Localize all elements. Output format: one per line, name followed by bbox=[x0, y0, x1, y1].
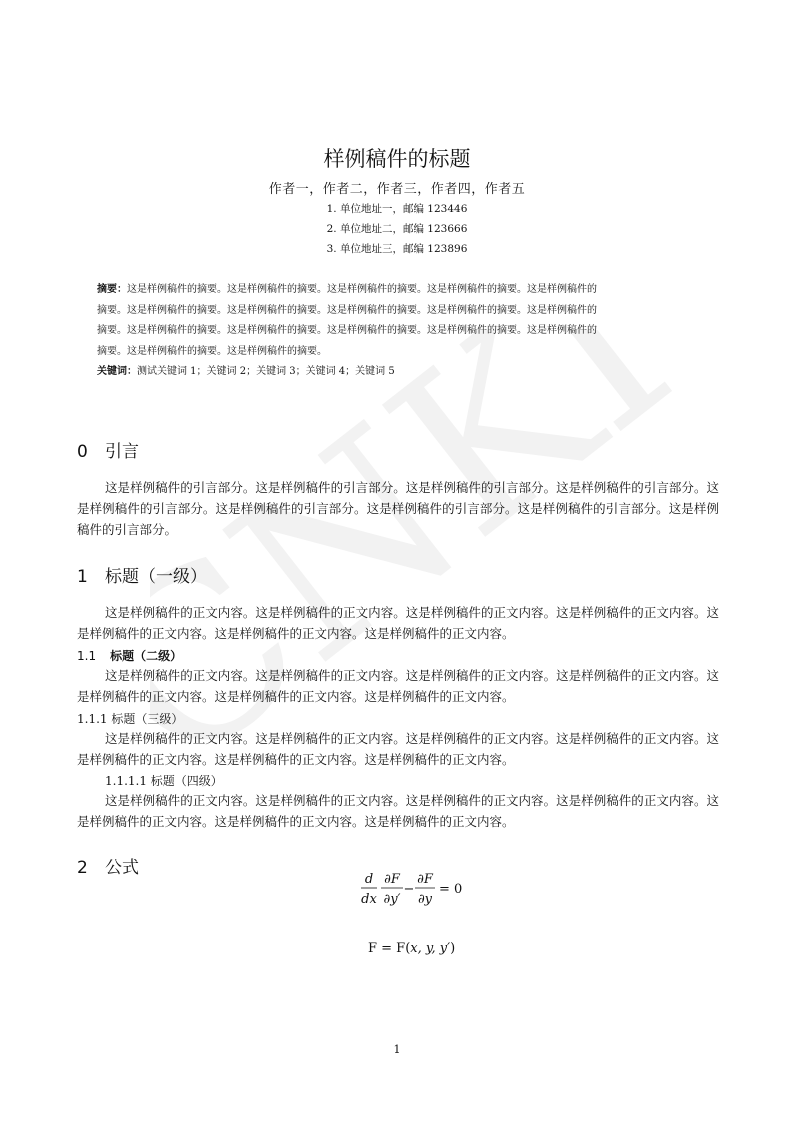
subsection-number: 1.1 bbox=[77, 649, 97, 663]
paper-title: 样例稿件的标题 bbox=[323, 147, 471, 171]
minus-sign: − bbox=[403, 882, 415, 897]
intro-paragraph: 这是样例稿件的引言部分。这是样例稿件的引言部分。这是样例稿件的引言部分。这是样例稿件的引言部分。这是样例稿件的引言部分。这是样例稿件的引言部分。这是样例稿件的引言部分。这是样例稿件的引言部分。这是样例稿件的引言部分。 bbox=[77, 480, 719, 537]
body-paragraph-1: 这是样例稿件的正文内容。这是样例稿件的正文内容。这是样例稿件的正文内容。这是样例稿件的正文内容。这是样例稿件的正文内容。这是样例稿件的正文内容。这是样例稿件的正文内容。 bbox=[77, 605, 719, 641]
body-paragraph-4: 这是样例稿件的正文内容。这是样例稿件的正文内容。这是样例稿件的正文内容。这是样例稿件的正文内容。这是样例稿件的正文内容。这是样例稿件的正文内容。这是样例稿件的正文内容。 bbox=[77, 793, 719, 829]
level4-heading: 1.1.1.1 标题（四级） bbox=[105, 774, 223, 788]
frac1-numerator: d bbox=[364, 872, 374, 887]
keywords: 测试关键词 1；关键词 2；关键词 3；关键词 4；关键词 5 bbox=[137, 366, 395, 377]
watermark-text: CNKI bbox=[150, 330, 710, 750]
subsection-heading-1-1 bbox=[77, 647, 182, 664]
frac3-denominator: ∂y bbox=[417, 892, 433, 907]
affiliation-1: 1. 单位地址一，邮编 123446 bbox=[326, 203, 468, 215]
section-number: 1 bbox=[77, 567, 88, 587]
keywords-line bbox=[97, 362, 707, 383]
equation2: F = F(x, y, y′) bbox=[368, 941, 456, 956]
section-number: 2 bbox=[77, 858, 88, 878]
subsubsection-heading: 1.1.1 标题（三级） bbox=[77, 712, 184, 726]
abstract-line: 摘要。这是样例稿件的摘要。这是样例稿件的摘要。 bbox=[97, 345, 327, 357]
section-title: 公式 bbox=[105, 858, 139, 878]
abstract-label: 摘要： bbox=[97, 284, 127, 295]
author-list: 作者一，作者二，作者三，作者四，作者五 bbox=[268, 182, 526, 197]
section-title: 引言 bbox=[105, 442, 139, 462]
section-heading-0 bbox=[77, 437, 139, 462]
body-paragraph-2: 这是样例稿件的正文内容。这是样例稿件的正文内容。这是样例稿件的正文内容。这是样例稿件的正文内容。这是样例稿件的正文内容。这是样例稿件的正文内容。这是样例稿件的正文内容。 bbox=[77, 668, 719, 704]
affiliation-3: 3. 单位地址三，邮编 123896 bbox=[326, 243, 468, 255]
abstract-line: 摘要：这是样例稿件的摘要。这是样例稿件的摘要。这是样例稿件的摘要。这是样例稿件的摘要。这是样例稿件的 bbox=[97, 284, 597, 295]
equation-rhs: = 0 bbox=[439, 882, 463, 897]
abstract-block bbox=[97, 280, 707, 383]
frac2-denominator: ∂y′ bbox=[383, 892, 401, 907]
body-paragraph-3: 这是样例稿件的正文内容。这是样例稿件的正文内容。这是样例稿件的正文内容。这是样例稿件的正文内容。这是样例稿件的正文内容。这是样例稿件的正文内容。这是样例稿件的正文内容。 bbox=[77, 731, 719, 767]
frac3-numerator: ∂F bbox=[417, 872, 433, 887]
page-number: 1 bbox=[393, 1043, 401, 1056]
subsection-title: 标题（二级） bbox=[110, 649, 183, 663]
section-number: 0 bbox=[77, 442, 88, 462]
keywords-label: 关键词： bbox=[97, 366, 137, 377]
affiliation-2: 2. 单位地址二，邮编 123666 bbox=[326, 223, 468, 235]
abstract-line: 摘要。这是样例稿件的摘要。这是样例稿件的摘要。这是样例稿件的摘要。这是样例稿件的摘要。这是样例稿件的 bbox=[97, 325, 597, 336]
frac1-denominator: dx bbox=[361, 892, 377, 907]
abstract-line: 摘要。这是样例稿件的摘要。这是样例稿件的摘要。这是样例稿件的摘要。这是样例稿件的摘要。这是样例稿件的 bbox=[97, 304, 597, 316]
frac2-numerator: ∂F bbox=[384, 872, 400, 887]
section-heading-1 bbox=[77, 562, 207, 587]
equation-euler-lagrange bbox=[0, 868, 794, 972]
section-title: 标题（一级） bbox=[105, 567, 207, 587]
